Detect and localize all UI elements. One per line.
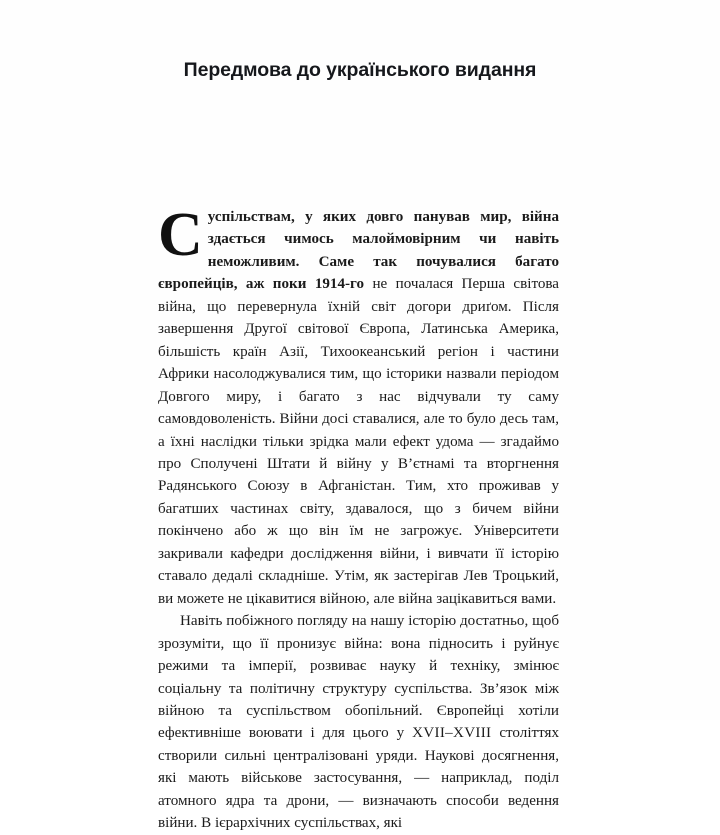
paragraph-2-part-1: Навіть побіжного погляду на нашу історію достатньо, щоб зрозуміти, що її пронизує війна: вона підносить і руйнує режими та імперії, розвиває науку й техніку, змінює соціальну та політичну структуру суспільства. Зв’язок між війною та суспільством обопільний. Європейці хотіли ефективніше воювати і для цього у — [158, 613, 559, 742]
body-text-block — [158, 201, 560, 835]
paragraph-1 — [158, 201, 560, 610]
paragraph-1-lead: успільствам, у яких довго панував мир, війна здається чимось малоймовірним чи навіть неможливим. Саме так почувалися багато європейців, аж поки 1914-го — [158, 209, 559, 293]
paragraph-2 — [158, 610, 559, 835]
paragraph-2-part-2: століттях створили сильні централізовані уряди. Наукові досягнення, які мають військове застосування, — наприклад, поділ атомного ядра та дрони, — визначають способи ведення війни. В ієрархічних суспільствах, які — [158, 725, 559, 832]
drop-cap: С — [158, 201, 203, 269]
page-title: Передмова до українського видання — [183, 59, 537, 82]
roman-numerals: XVII–XVIII — [412, 725, 492, 742]
paragraph-1-body: не почалася Перша світова війна, що перевернула їхній світ догори дриґом. Після завершення Другої світової Європа, Латинська Америка, більшість країн Азії, Тихоокеанський регіон і частини Африки насолоджувалися тим, що історики назвали періодом Довгого миру, і багато з нас відчували ту саму самовдоволеність. Війни досі ставалися, але то було десь там, а їхні наслідки тільки зрідка мали ефект удома — згадаймо про Сполучені Штати й війну у В’єтнамі та вторгнення Радянського Союзу в Афганістан. Тим, хто проживав у багатших частинах світу, здавалося, що з бичем війни покінчено або ж що він їм не загрожує. Університети закривали кафедри дослідження війни, і вивчати її історію ставало дедалі складніше. Утім, як застерігав Лев Троцький, ви можете не цікавитися війною, але війна зацікавиться вами. — [158, 276, 560, 607]
